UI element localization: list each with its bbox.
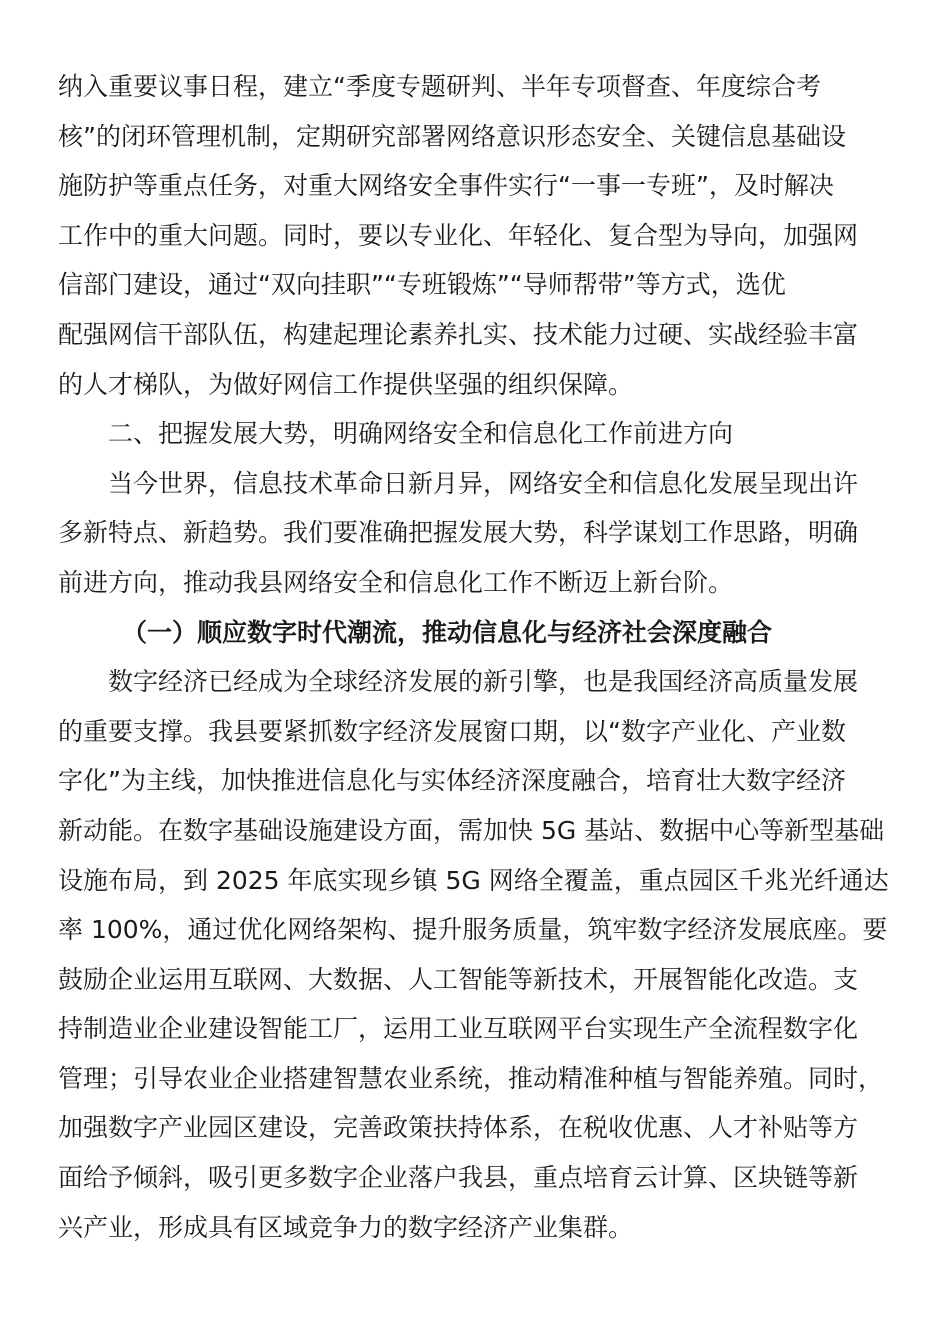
- subsection-heading: （一）顺应数字时代潮流，推动信息化与经济社会深度融合: [122, 617, 773, 647]
- text-line: 核”的闭环管理机制，定期研究部署网络意识形态安全、关键信息基础设: [58, 121, 846, 151]
- section-heading: 二、把握发展大势，明确网络安全和信息化工作前进方向: [108, 419, 734, 449]
- text-line: 多新特点、新趋势。我们要准确把握发展大势，科学谋划工作思路，明确: [58, 518, 859, 548]
- text-line: 的重要支撑。我县要紧抓数字经济发展窗口期，以“数字产业化、产业数: [58, 716, 846, 746]
- text-line: 鼓励企业运用互联网、大数据、人工智能等新技术，开展智能化改造。支: [58, 964, 859, 994]
- text-line: 面给予倾斜，吸引更多数字企业落户我县，重点培育云计算、区块链等新: [58, 1163, 859, 1193]
- body-text: [58, 62, 894, 1252]
- text-line: 当今世界，信息技术革命日新月异，网络安全和信息化发展呈现出许: [108, 468, 859, 498]
- text-line: 管理；引导农业企业搭建智慧农业系统，推动精准种植与智能养殖。同时，: [58, 1063, 884, 1093]
- text-line: 信部门建设，通过“双向挂职”“专班锻炼”“导师帮带”等方式，选优: [58, 270, 786, 300]
- text-line: 持制造业企业建设智能工厂，运用工业互联网平台实现生产全流程数字化: [58, 1014, 859, 1044]
- text-line: 设施布局，到 2025 年底实现乡镇 5G 网络全覆盖，重点园区千兆光纤通达: [58, 865, 889, 895]
- text-line: 新动能。在数字基础设施建设方面，需加快 5G 基站、数据中心等新型基础: [58, 815, 885, 845]
- text-line: 字化”为主线，加快推进信息化与实体经济深度融合，培育壮大数字经济: [58, 766, 846, 796]
- text-line: 配强网信干部队伍，构建起理论素养扎实、技术能力过硬、实战经验丰富: [58, 319, 859, 349]
- text-line: 的人才梯队，为做好网信工作提供坚强的组织保障。: [58, 369, 634, 399]
- text-line: 数字经济已经成为全球经济发展的新引擎，也是我国经济高质量发展: [108, 667, 859, 697]
- text-line: 前进方向，推动我县网络安全和信息化工作不断迈上新台阶。: [58, 567, 734, 597]
- text-line: 兴产业，形成具有区域竞争力的数字经济产业集群。: [58, 1212, 634, 1242]
- text-line: 工作中的重大问题。同时，要以专业化、年轻化、复合型为导向，加强网: [58, 220, 859, 250]
- text-line: 纳入重要议事日程，建立“季度专题研判、半年专项督查、年度综合考: [58, 72, 821, 101]
- text-line: 率 100%，通过优化网络架构、提升服务质量，筑牢数字经济发展底座。要: [58, 915, 888, 945]
- text-line: 加强数字产业园区建设，完善政策扶持体系，在税收优惠、人才补贴等方: [58, 1113, 859, 1143]
- text-line: 施防护等重点任务，对重大网络安全事件实行“一事一专班”，及时解决: [58, 171, 834, 201]
